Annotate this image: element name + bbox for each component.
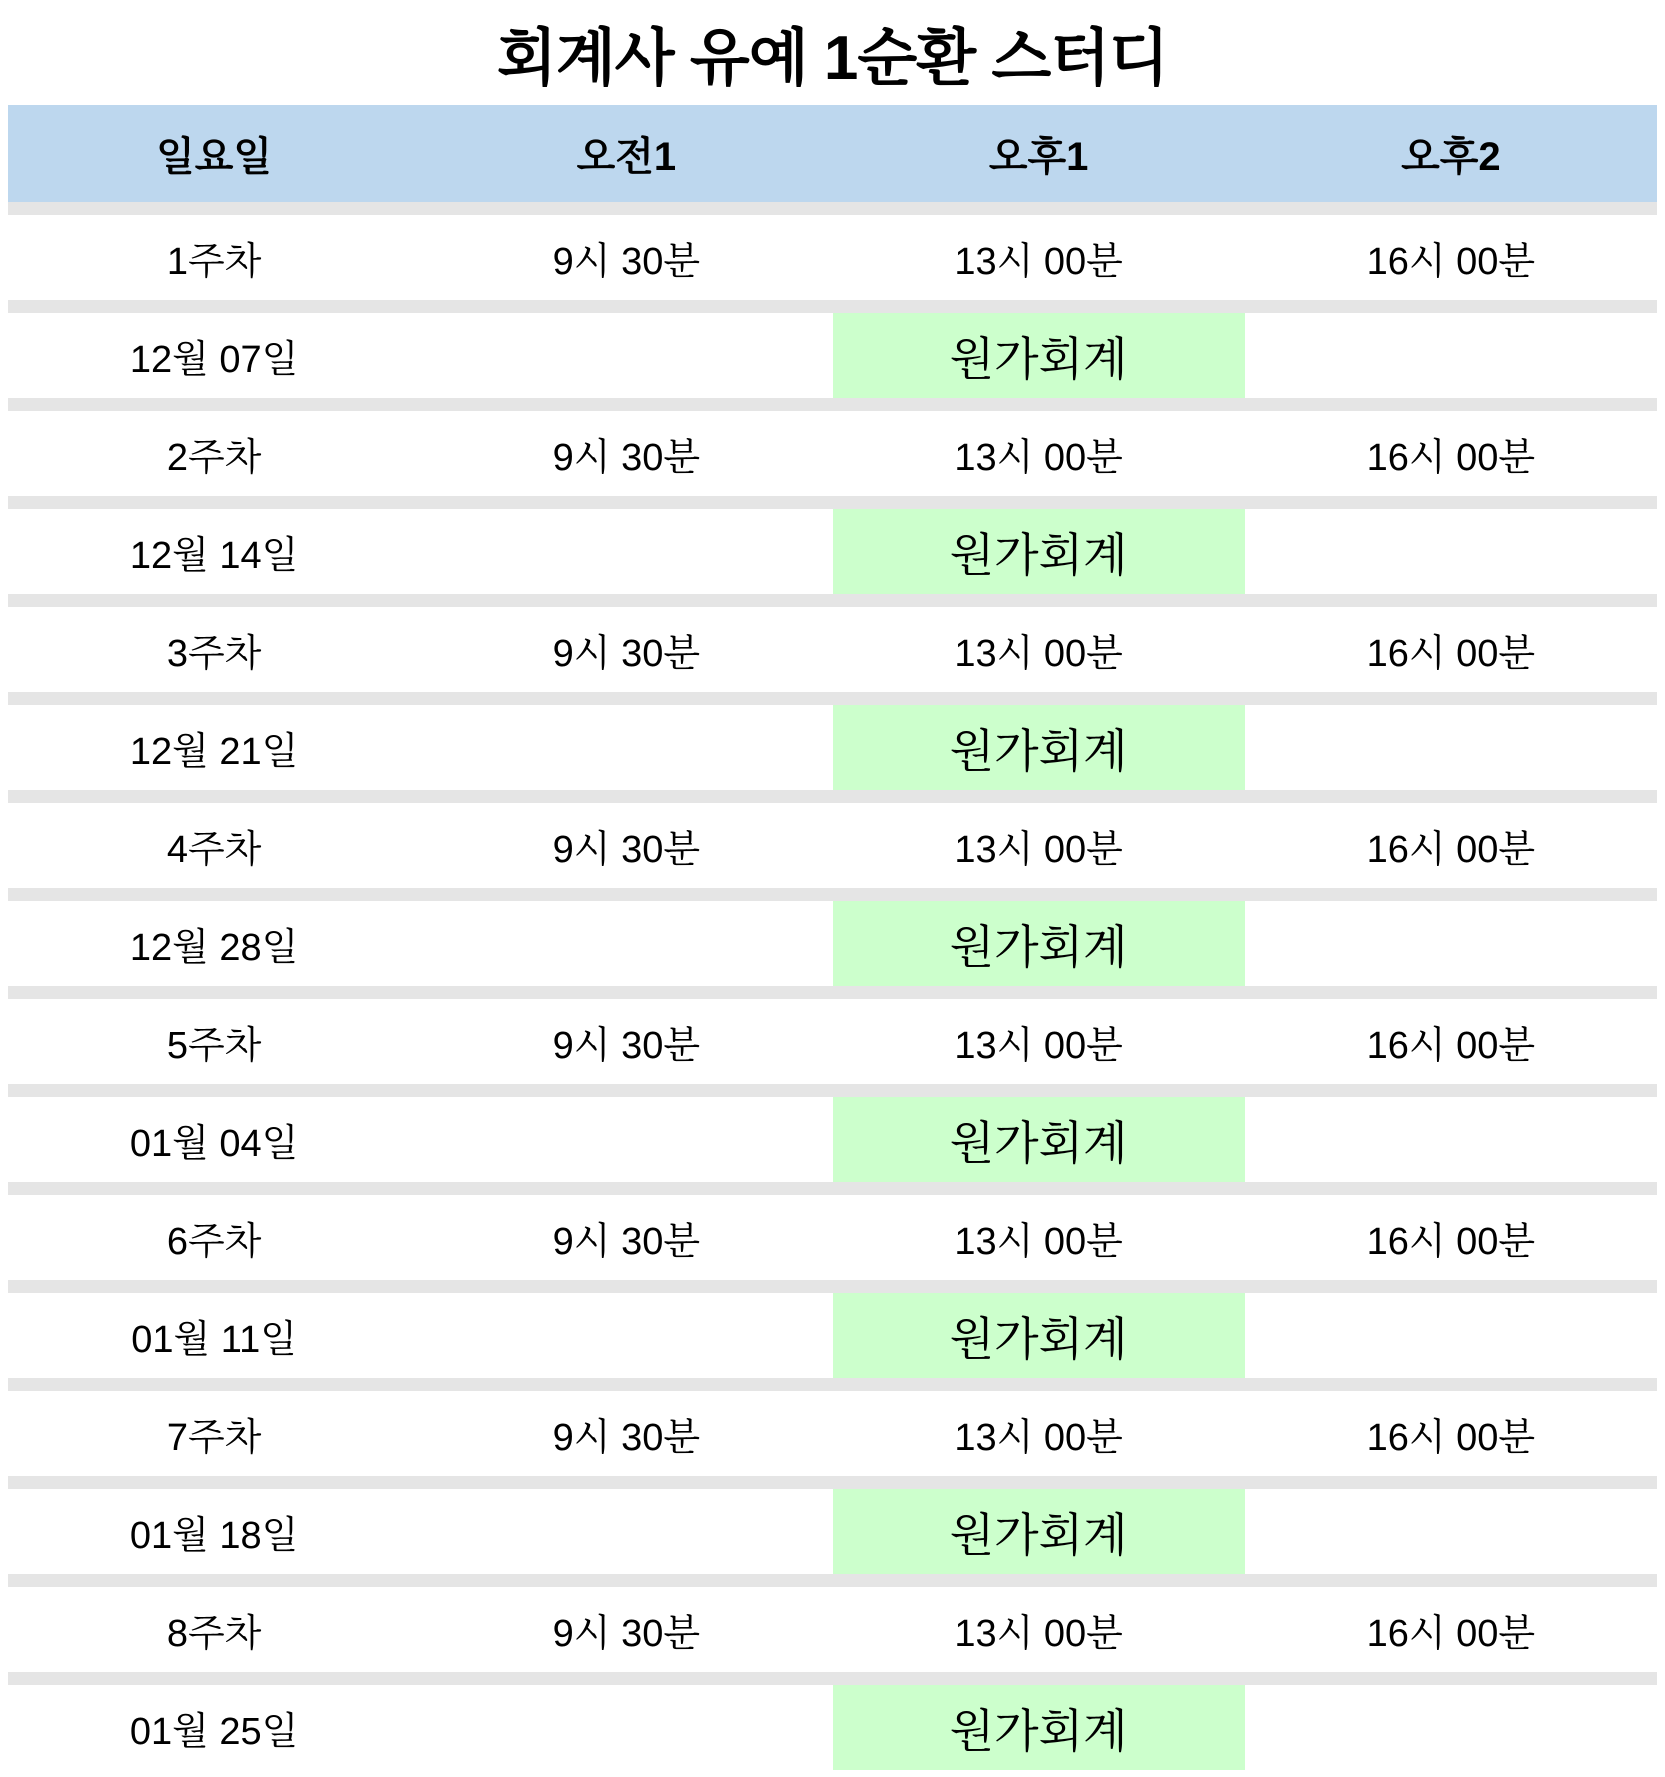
morning1-time: 9시 30분: [552, 437, 701, 479]
subject-cell: 원가회계: [833, 1685, 1245, 1770]
afternoon1-time: 13시 00분: [954, 829, 1123, 871]
morning1-time: 9시 30분: [552, 1025, 701, 1067]
afternoon2-time: 16시 00분: [1366, 1613, 1536, 1655]
date-row: [8, 1097, 1657, 1182]
empty-cell: [1245, 509, 1657, 594]
week-label: 5주차: [166, 1025, 262, 1067]
week-label: 7주차: [166, 1417, 262, 1459]
afternoon1-time: 13시 00분: [954, 633, 1123, 675]
date-label: 12월 28일: [129, 927, 299, 969]
week-label: 6주차: [166, 1221, 262, 1263]
afternoon1-time: 13시 00분: [954, 1025, 1123, 1067]
subject-cell: 원가회계: [833, 509, 1245, 594]
morning1-time: 9시 30분: [552, 241, 701, 283]
date-label: 01월 11일: [131, 1319, 297, 1361]
date-row: [8, 705, 1657, 790]
empty-cell: [420, 509, 832, 594]
week-label: 8주차: [166, 1613, 262, 1655]
week-label: 3주차: [166, 633, 262, 675]
week-row: [8, 999, 1657, 1084]
col-header-afternoon1: 오후1: [988, 135, 1089, 179]
empty-cell: [1245, 313, 1657, 398]
row-separator: [8, 888, 1657, 901]
morning1-time: 9시 30분: [552, 633, 701, 675]
empty-cell: [420, 1685, 832, 1770]
empty-cell: [1245, 901, 1657, 986]
page-title: 회계사 유예 1순환 스터디: [496, 24, 1169, 93]
row-separator: [8, 1476, 1657, 1489]
row-separator: [8, 398, 1657, 411]
afternoon2-time: 16시 00분: [1366, 1221, 1536, 1263]
subject-cell: 원가회계: [833, 313, 1245, 398]
date-row: [8, 1685, 1657, 1770]
empty-cell: [420, 313, 832, 398]
header-row: [8, 105, 1657, 202]
empty-cell: [420, 1293, 832, 1378]
table-body: [8, 202, 1657, 1770]
date-label: 01월 25일: [129, 1711, 299, 1753]
subject-cell: 원가회계: [833, 1293, 1245, 1378]
row-separator: [8, 1672, 1657, 1685]
week-row: [8, 1391, 1657, 1476]
schedule-table: [8, 105, 1657, 1770]
week-row: [8, 803, 1657, 888]
date-row: [8, 313, 1657, 398]
row-separator: [8, 790, 1657, 803]
week-row: [8, 1195, 1657, 1280]
row-separator: [8, 594, 1657, 607]
date-label: 12월 21일: [129, 731, 299, 773]
row-separator: [8, 1182, 1657, 1195]
morning1-time: 9시 30분: [552, 1417, 701, 1459]
morning1-time: 9시 30분: [552, 829, 701, 871]
empty-cell: [1245, 705, 1657, 790]
date-label: 01월 18일: [129, 1515, 299, 1557]
date-row: [8, 1293, 1657, 1378]
row-separator: [8, 300, 1657, 313]
subject-cell: 원가회계: [833, 901, 1245, 986]
row-separator: [8, 1574, 1657, 1587]
empty-cell: [420, 1097, 832, 1182]
afternoon2-time: 16시 00분: [1366, 829, 1536, 871]
empty-cell: [1245, 1097, 1657, 1182]
empty-cell: [420, 705, 832, 790]
afternoon1-time: 13시 00분: [954, 1613, 1123, 1655]
col-header-afternoon2: 오후2: [1401, 135, 1501, 179]
subject-cell: 원가회계: [833, 1489, 1245, 1574]
afternoon1-time: 13시 00분: [954, 1221, 1123, 1263]
col-header-morning1: 오전1: [576, 135, 677, 179]
row-separator: [8, 202, 1657, 215]
date-label: 12월 14일: [129, 535, 299, 577]
afternoon1-time: 13시 00분: [954, 241, 1123, 283]
week-row: [8, 1587, 1657, 1672]
subject-cell: 원가회계: [833, 705, 1245, 790]
subject-cell: 원가회계: [833, 1097, 1245, 1182]
row-separator: [8, 496, 1657, 509]
afternoon2-time: 16시 00분: [1366, 241, 1536, 283]
date-row: [8, 1489, 1657, 1574]
col-header-sunday: 일요일: [156, 135, 273, 179]
afternoon2-time: 16시 00분: [1366, 437, 1536, 479]
afternoon2-time: 16시 00분: [1366, 1025, 1536, 1067]
date-row: [8, 901, 1657, 986]
row-separator: [8, 1280, 1657, 1293]
row-separator: [8, 1378, 1657, 1391]
week-label: 4주차: [166, 829, 262, 871]
empty-cell: [1245, 1293, 1657, 1378]
afternoon1-time: 13시 00분: [954, 437, 1123, 479]
empty-cell: [420, 901, 832, 986]
afternoon2-time: 16시 00분: [1366, 633, 1536, 675]
date-row: [8, 509, 1657, 594]
week-label: 2주차: [166, 437, 262, 479]
empty-cell: [1245, 1489, 1657, 1574]
morning1-time: 9시 30분: [552, 1221, 701, 1263]
afternoon2-time: 16시 00분: [1366, 1417, 1536, 1459]
morning1-time: 9시 30분: [552, 1613, 701, 1655]
row-separator: [8, 986, 1657, 999]
row-separator: [8, 1084, 1657, 1097]
date-label: 12월 07일: [129, 339, 299, 381]
empty-cell: [420, 1489, 832, 1574]
row-separator: [8, 692, 1657, 705]
week-row: [8, 411, 1657, 496]
empty-cell: [1245, 1685, 1657, 1770]
date-label: 01월 04일: [129, 1123, 299, 1165]
week-label: 1주차: [166, 241, 262, 283]
week-row: [8, 215, 1657, 300]
afternoon1-time: 13시 00분: [954, 1417, 1123, 1459]
week-row: [8, 607, 1657, 692]
